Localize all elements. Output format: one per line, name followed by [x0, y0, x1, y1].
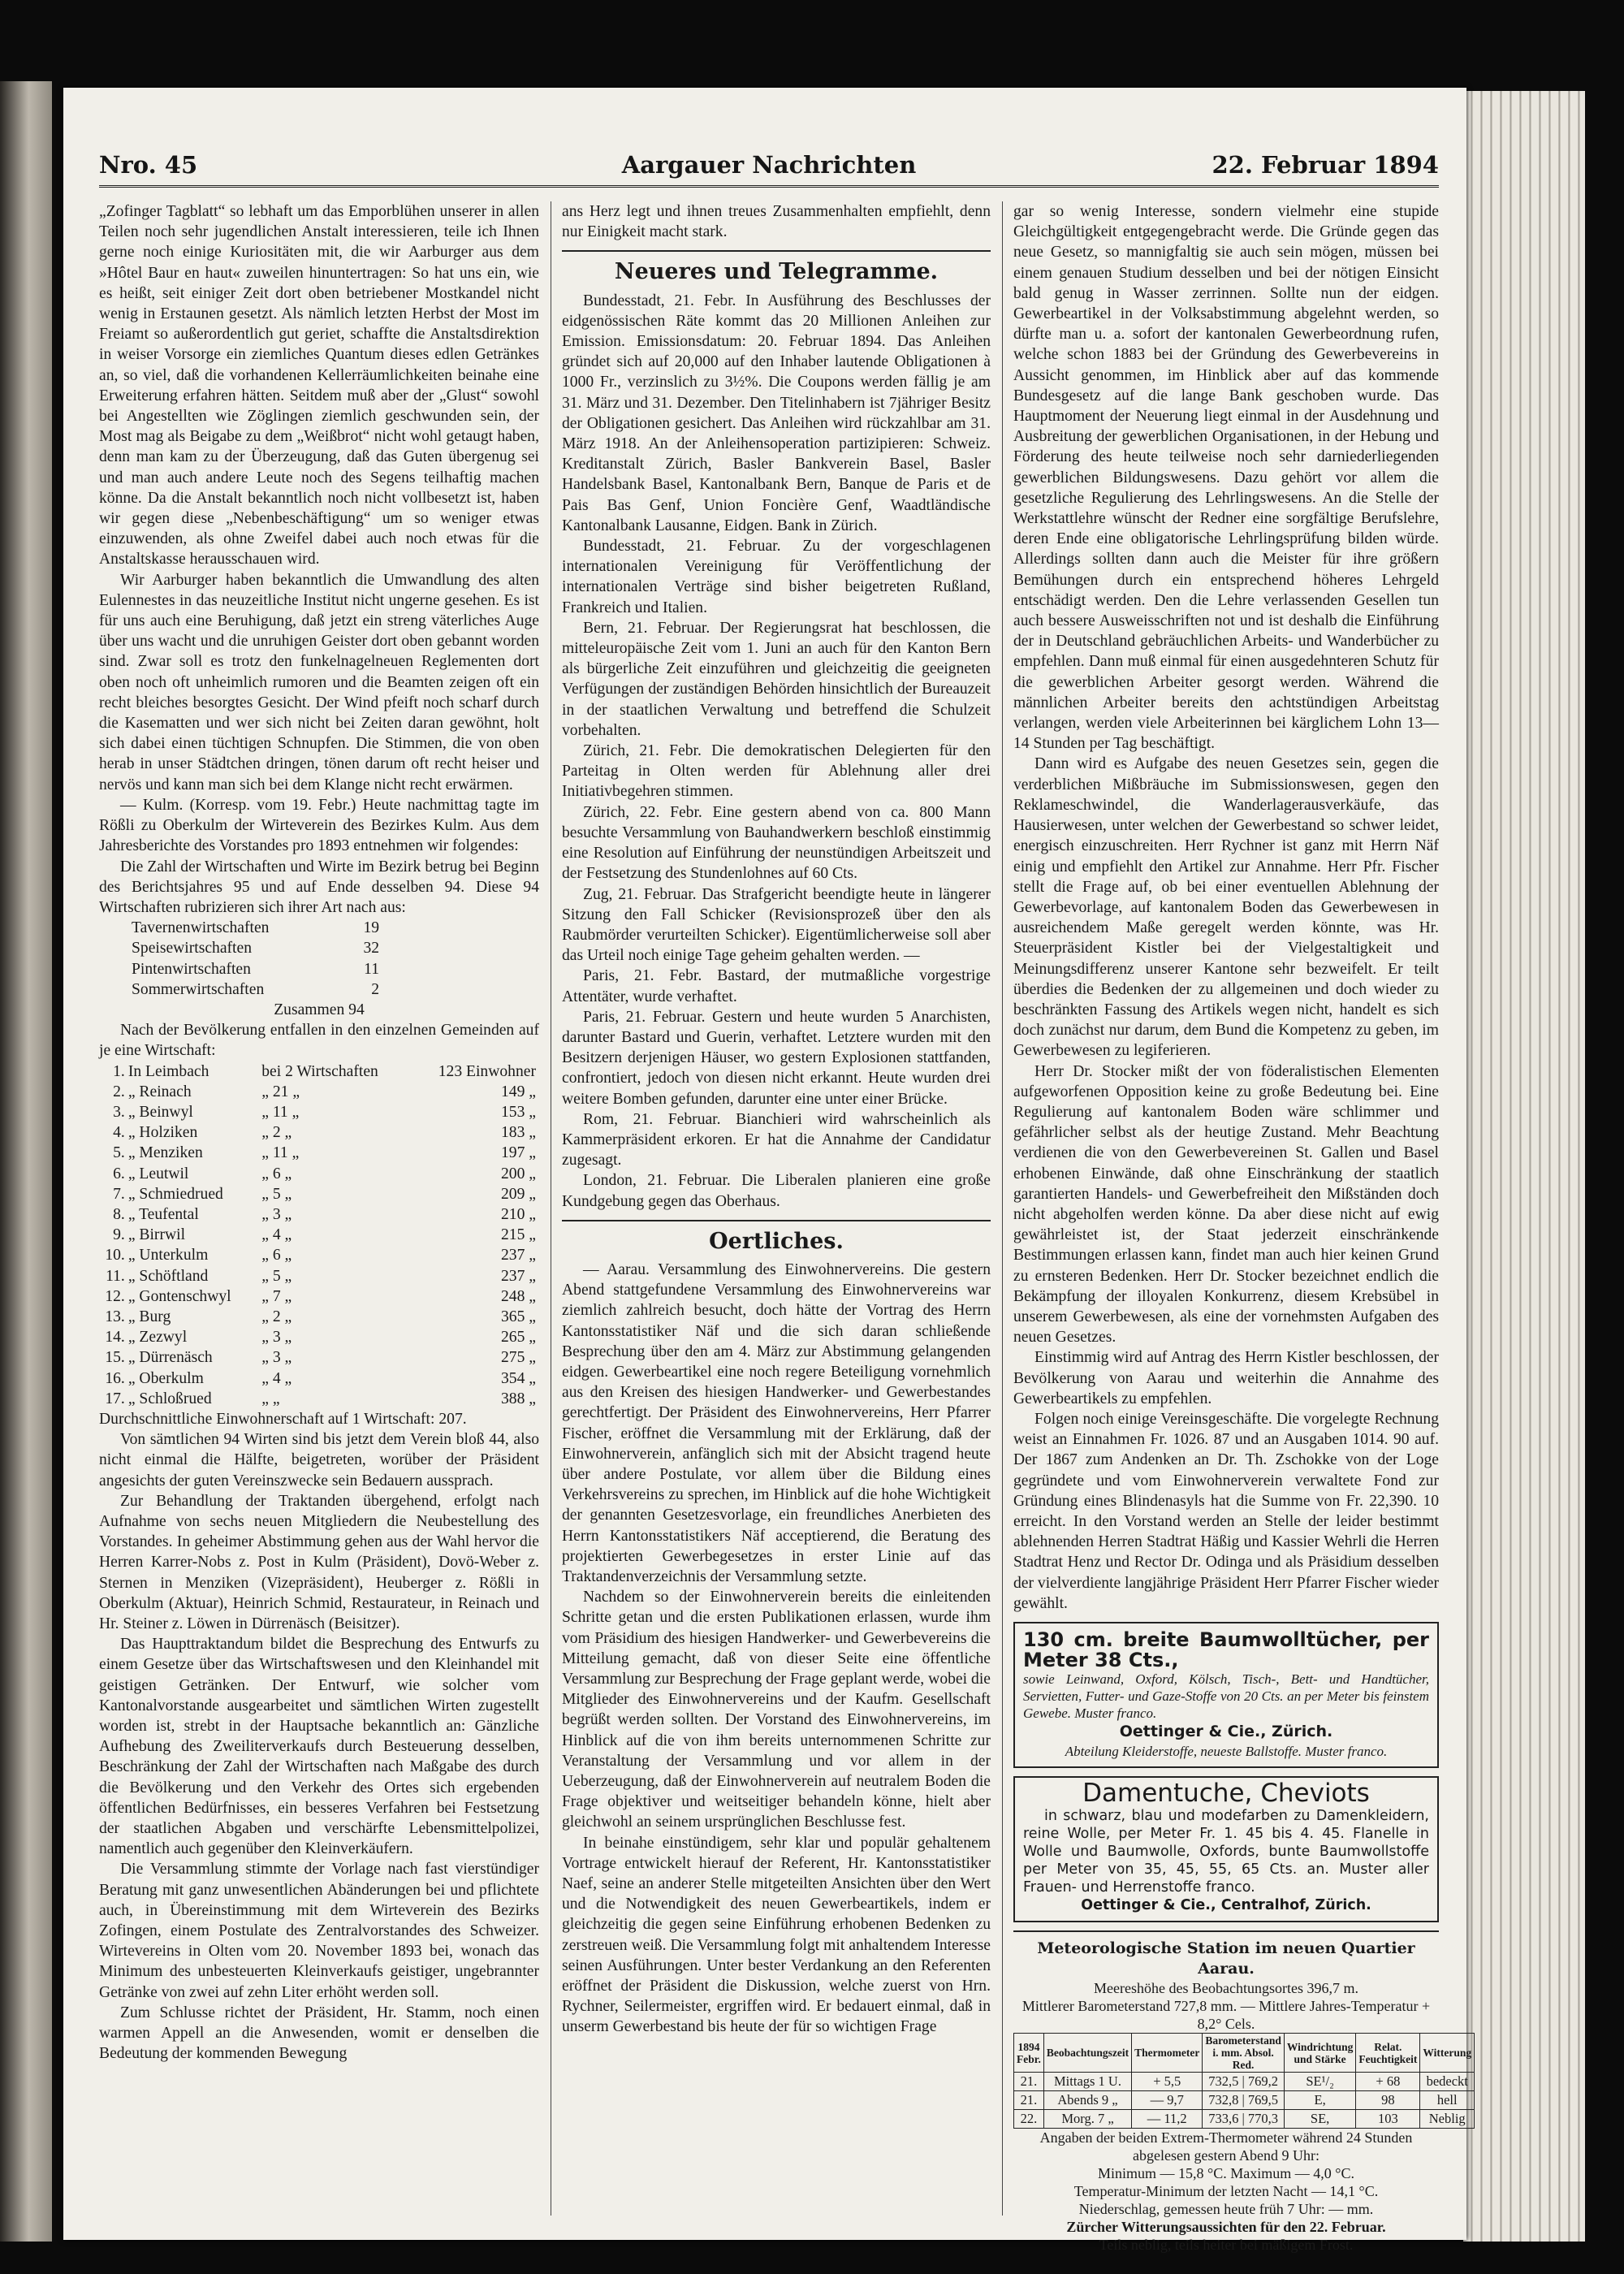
- table-cell-nr: 13.: [105, 1308, 125, 1325]
- section-rule: [562, 250, 991, 252]
- table-cell: 733,6 | 770,3: [1203, 2110, 1285, 2129]
- table-cell: 22.: [1014, 2110, 1044, 2129]
- table-row: [99, 1389, 539, 1409]
- column-header: Windrichtung und Stärke: [1284, 2034, 1356, 2073]
- table-cell-n: „ 3 „: [261, 1349, 292, 1367]
- table-row: [99, 1164, 539, 1184]
- table-cell: bedeckt: [1420, 2073, 1475, 2091]
- paragraph: Einstimmig wird auf Antrag des Herrn Kistler beschlossen, der Bevölkerung von Aarau und weiterhin die Annahme des Gewerbeartikels zu empfehlen.: [1013, 1349, 1439, 1407]
- table-cell-nr: 12.: [105, 1287, 125, 1305]
- table-cell-ew: 388 „: [501, 1390, 536, 1407]
- weather-station-altitude: Meereshöhe des Beobachtungsortes 396,7 m.: [1094, 1980, 1358, 1997]
- type-name: Pintenwirtschaften: [132, 960, 251, 978]
- municipality-table: [99, 1061, 539, 1409]
- table-cell-ew: 123 Einwohner: [438, 1062, 536, 1080]
- paragraph: Zur Behandlung der Traktanden übergehend, erfolgt nach Aufnahme von sechs neuen Mitgliedern die Neubestellung des Vorstandes. In geheimer Abstimmung gehen aus der Wahl hervor die Herren Karrer-Nobs z. Post in Kulm (Präsident), Dovö-Weber z. Sternen in Menziken (Vizepräsident), Heuberger z. Rößli in Oberkulm (Aktuar), Heinrich Schmid, Restaurateur, in Reinach und Hr. Steiner z. Löwen in Dürrenäsch (Beisitzer).: [99, 1492, 539, 1633]
- table-row: [1014, 2073, 1475, 2091]
- table-cell-n: „ 4 „: [261, 1226, 292, 1244]
- newspaper-page: [63, 88, 1472, 2254]
- table-cell-n: „ 2 „: [261, 1308, 292, 1325]
- table-cell-name: „ Schmiedrued: [127, 1185, 223, 1203]
- table-cell-nr: 2.: [113, 1083, 125, 1100]
- table-cell-name: „ Birrwil: [127, 1226, 186, 1244]
- paragraph: Zum Schlusse richtet der Präsident, Hr. Stamm, noch einen warmen Appell an die Anwesenden, womit er denselben die Bedeutung der kommenden Bewegung: [99, 2004, 539, 2063]
- table-cell-nr: 1.: [113, 1062, 125, 1080]
- table-cell-name: „ Zezwyl: [127, 1329, 188, 1347]
- type-count: 2: [371, 980, 380, 998]
- weather-station-title: Meteorologische Station im neuen Quartier Aarau.: [1037, 1939, 1415, 1978]
- table-cell: SE¹/₂: [1284, 2073, 1356, 2091]
- column-header: Barometerstand i. mm. Absol. Red.: [1203, 2034, 1285, 2073]
- table-cell-n: „ 11 „: [261, 1144, 300, 1162]
- ad-text: in schwarz, blau und modefarben zu Damenkleidern, reine Wolle, per Meter Fr. 1. 45 bis 4. 45. Flanelle in Wolle und Baumwolle, Oxfords, bunte Baumwollstoffe per Meter von 35, 45, 55, 65 Cts. an. Muster aller Frauen- und Herrenstoffe franco.: [1023, 1807, 1429, 1896]
- type-name: Tavernenwirtschaften: [132, 919, 270, 937]
- advertisement-baumwolltuecher: [1013, 1622, 1439, 1768]
- table-cell-name: „ Schöftland: [127, 1267, 209, 1285]
- table-cell-name: „ Schloßrued: [127, 1390, 212, 1407]
- paragraph: Nachdem so der Einwohnerverein bereits die einleitenden Schritte getan und die ersten Publikationen erlassen, wurde ihm vom Präsidium des hiesigen Handwerker- und Gewerbevereins die Mitteilung gemacht, daß von dieser Seite eine öffentliche Versammlung zur Besprechung der Frage geplant werde, wobei die Mitglieder des Einwohnervereins und der Kaufm. Gesellschaft begrüßt werden sollten. Der Vorstand des Einwohnervereins, im Hinblick auf die von ihm bereits unternommenen Schritte zur Veranstaltung der Versammlung und vor allem in der Ueberzeugung, daß der Einwohnerverein auf neutralem Boden die Frage objektiver und weitseitiger behandeln könne, hielt aber gleichwohl an seinem ursprünglichen Beschlusse fest.: [562, 1589, 991, 1831]
- table-row: [1014, 2110, 1475, 2129]
- paragraph: Herr Dr. Stocker mißt der von föderalistischen Elementen aufgeworfenen Opposition keine zu große Bedeutung bei. Eine Regulierung auf kantonalem Boden wäre schlimmer und gefährlicher selbst als der heutige Zustand. Mehr Beachtung verdienen die von den Gewerbevereinen St. Gallen und Basel erhobenen Einwände, daß ohne Einschränkung der staatlich garantierten Handels- und Gewerbefreiheit den Mißständen doch nicht abgeholfen werden könne. Da aber diese nicht auf ewig gewährleistet ist, der Staat jederzeit einschränkende Bestimmungen erlassen kann, findet man auch hier keinen Grund zu ernsteren Bedenken. Herr Dr. Stocker bezeichnet endlich die Bekämpfung der illoyalen Konkurrenz, diesem Krebsübel in unserem Gewerbewesen, als eine der vornehmsten Aufgaben des neuen Gesetzes.: [1013, 1062, 1439, 1347]
- table-row: [99, 1266, 539, 1286]
- type-count: 32: [363, 940, 380, 958]
- weather-extremes: Minimum — 15,8 °C. Maximum — 4,0 °C.: [1098, 2165, 1354, 2182]
- table-cell-nr: 5.: [113, 1144, 125, 1162]
- table-cell-ew: 149 „: [501, 1083, 536, 1100]
- table-cell-n: „ 7 „: [261, 1287, 292, 1305]
- column-3: [1013, 201, 1472, 2254]
- news-item: Bundesstadt, 21. Februar. Zu der vorgeschlagenen internationalen Vereinigung für Veröffentlichung der internationalen Verträge sind bisher beigetreten Rußland, Frankreich und Italien.: [562, 538, 991, 616]
- table-cell: SE,: [1284, 2110, 1356, 2129]
- news-item: Paris, 21. Februar. Gestern und heute wurden 5 Anarchisten, darunter Bastard und Guerin, verhaftet. Letztere wurden mit den Besitzern derjenigen Häuser, wo gestern Explosionen stattfanden, confrontiert, jedoch von diesen nicht erkannt. Heute wurden drei weitere Bomben gefunden, darunter eine unter einer Brücke.: [562, 1008, 991, 1108]
- stacked-pages-edge: [1463, 91, 1585, 2242]
- paragraph: ans Herz legt und ihnen treues Zusammenhalten empfiehlt, denn nur Einigkeit macht stark.: [562, 203, 991, 241]
- table-cell: — 11,2: [1132, 2110, 1203, 2129]
- table-cell-nr: 15.: [105, 1349, 125, 1367]
- table-cell: Abends 9 „: [1043, 2091, 1131, 2110]
- table-cell: 21.: [1014, 2073, 1044, 2091]
- column-1: [99, 201, 539, 2216]
- weather-forecast: Teils neblig, teils heiter bei mäßigem Frost.: [1099, 2237, 1354, 2254]
- news-item: Rom, 21. Februar. Bianchieri wird wahrscheinlich als Kammerpräsident erkoren. Er hat die Annahme der Candidatur zugesagt.: [562, 1110, 991, 1169]
- table-cell-ew: 197 „: [501, 1144, 536, 1162]
- table-cell-nr: 3.: [113, 1103, 125, 1121]
- page-header: [99, 149, 1439, 188]
- table-cell-n: „ 6 „: [261, 1165, 292, 1182]
- paragraph: In beinahe einstündigem, sehr klar und populär gehaltenem Vortrage entwickelt hierauf der Referent, Hr. Kantonsstatistiker Naef, seine an anderer Stelle mitgeteilten Ansichten über den Wert und die Notwendigkeit des neuen Gewerbeartikels, indem er gleichzeitig die gegen seine Einführung erhobenen Bedenken zu zerstreuen weiß. Die Versammlung folgt mit anhaltendem Interesse seinen Ausführungen. Unter bester Verdankung an den Referenten eröffnet der Präsident die Diskussion, welche zuerst von Hrn. Rychner, Seilermeister, ergriffen wird. Er bedauert einmal, daß in unserm Gewerbestand bis heute der für so wichtigen Frage: [562, 1834, 991, 2036]
- table-cell-name: „ Burg: [127, 1308, 171, 1325]
- paragraph: Von sämtlichen 94 Wirten sind bis jetzt dem Verein bloß 44, also nicht einmal die Hälfte, beigetreten, worüber der Präsident angesichts der guten Vereinszwecke sein Bedauern aussprach.: [99, 1431, 539, 1489]
- table-cell-nr: 11.: [106, 1267, 125, 1285]
- news-item: London, 21. Februar. Die Liberalen planieren eine große Kundgebung gegen das Oberhaus.: [562, 1172, 991, 1210]
- table-cell-name: „ Oberkulm: [127, 1369, 204, 1387]
- table-row: [99, 1347, 539, 1368]
- total-line: Zusammen 94: [274, 1001, 365, 1018]
- table-cell: Neblig: [1420, 2110, 1475, 2129]
- type-name: Sommerwirtschaften: [132, 980, 265, 998]
- weather-precipitation: Niederschlag, gemessen heute früh 7 Uhr: — mm.: [1078, 2201, 1374, 2218]
- table-row: [99, 1204, 539, 1225]
- table-cell-name: „ Menziken: [127, 1144, 203, 1162]
- table-cell-name: In Leimbach: [127, 1062, 209, 1080]
- table-cell-n: „ 5 „: [261, 1185, 292, 1203]
- table-cell: Morg. 7 „: [1043, 2110, 1131, 2129]
- paragraph: Nach der Bevölkerung entfallen in den einzelnen Gemeinden auf je eine Wirtschaft:: [99, 1022, 539, 1060]
- weather-table: [1013, 2033, 1475, 2129]
- table-cell-name: „ Unterkulm: [127, 1247, 209, 1265]
- news-item: Bundesstadt, 21. Febr. In Ausführung des Beschlusses der eidgenössischen Räte kommt das 20 Millionen Anleihen zur Emission. Emissionsdatum: 20. Februar 1894. Das Anleihen gründet sich auf 20,000 auf den Inhaber lautende Obligationen à 1000 Fr., verzinslich zu 3½%. Die Coupons werden fällig je am 31. März und 31. Dezember. Den Titelinhabern ist 7jähriger Besitz der Obligationen gesichert. Das Anleihen wird rückzahlbar am 31. März 1918. An der Anleihensoperation partizipieren: Schweiz. Kreditanstalt Zürich, Basler Bankverein Basel, Basler Handelsbank Basel, Kantonalbank Bern, Banque de Paris et de Pais Bas Genf, Union Foncière Genf, Waadtländische Kantonalbank Lausanne, Eidgen. Bank in Zürich.: [562, 292, 991, 534]
- table-cell: hell: [1420, 2091, 1475, 2110]
- table-cell-n: „ 21 „: [261, 1083, 300, 1100]
- table-cell-ew: 210 „: [501, 1205, 536, 1223]
- table-cell-nr: 14.: [105, 1329, 125, 1347]
- paragraph: gar so wenig Interesse, sondern vielmehr eine stupide Gleichgültigkeit entgegengebracht werde. Die Gründe gegen das neue Gesetz, so mannigfaltig sie auch sein mögen, müssen bei einem genauen Studium desselben und bei der nötigen Einsicht bald genug in Wasser zerrinnen. Sollte nun der eidgen. Gewerbeartikel in der Volksabstimmung abgelehnt werden, so dürfte man u. a. sofort der kantonalen Gewerbeordnung rufen, welche schon 1883 bei der Gründung des Gewerbevereins in Aussicht genommen, im Hinblick aber auf das kommende Bundesgesetz auf die lange Bank geschoben wurde. Das Hauptmoment der Neuerung liegt einmal in der Ausdehnung und Ausbreitung der gewerblichen Organisationen, in der Hebung und Förderung des heute teilweise noch sehr darniederliegenden gewerblichen Bildungswesens. Dazu gehört vor allem die gesetzliche Regulierung des Lehrlingswesens. An die Stelle der Werkstattlehre wünscht der Redner eine sorgfältige Berufslehre, deren Ende eine obligatorische Lehrlingsprüfung bilden würde. Allerdings sollten dann auch die Meister für ihre größern Bemühungen durch ein entsprechend höheres Lehrgeld entschädigt werden. Den die Lehre verlassenden Gesellen tun auch bessere Ausweisschriften not und ist deshalb die Einführung der in Deutschland gebräuchlichen Arbeits- und Wanderbücher zu empfehlen. Dann muß einmal für einen ausgedehnteren Schutz für die gewerblichen Arbeiter gesorgt werden. Während die männlichen Arbeiter bereits den achtstündigen Arbeitstag verlangen, werden viele Arbeiterinnen bei kärglichem Lohn 13—14 Stunden per Tag beschäftigt.: [1013, 203, 1439, 753]
- table-cell-nr: 4.: [113, 1124, 125, 1142]
- table-cell-ew: 265 „: [501, 1329, 536, 1347]
- section-heading-local: Oertliches.: [709, 1228, 844, 1254]
- table-cell-name: „ Reinach: [127, 1083, 192, 1100]
- table-cell: 21.: [1014, 2091, 1044, 2110]
- table-cell-nr: 8.: [113, 1205, 125, 1223]
- table-cell-nr: 7.: [113, 1185, 125, 1203]
- table-cell-n: bei 2 Wirtschaften: [261, 1062, 378, 1080]
- weather-note: Angaben der beiden Extrem-Thermometer während 24 Stunden abgelesen gestern Abend 9 Uhr:: [1039, 2129, 1413, 2164]
- table-cell-n: „ „: [261, 1390, 280, 1407]
- table-cell-ew: 365 „: [501, 1308, 536, 1325]
- paragraph: — Kulm. (Korresp. vom 19. Febr.) Heute nachmittag tagte im Rößli zu Oberkulm der Wirteverein des Bezirkes Kulm. Aus dem Jahresberichte des Vorstandes pro 1893 entnehmen wir folgendes:: [99, 796, 539, 855]
- table-cell-ew: 237 „: [501, 1247, 536, 1265]
- weather-night-minimum: Temperatur-Minimum der letzten Nacht — 14,1 °C.: [1073, 2183, 1379, 2200]
- advertisement-damentuche: [1013, 1776, 1439, 1922]
- table-cell-n: „ 6 „: [261, 1247, 292, 1265]
- table-cell-nr: 16.: [105, 1369, 125, 1387]
- table-cell-n: „ 3 „: [261, 1329, 292, 1347]
- issue-number: Nro. 45: [99, 151, 198, 179]
- tavern-type-table: [132, 918, 384, 1000]
- table-cell: 732,5 | 769,2: [1203, 2073, 1285, 2091]
- type-count: 19: [363, 919, 380, 937]
- weather-station-averages: Mittlerer Barometerstand 727,8 mm. — Mittlere Jahres-Temperatur + 8,2° Cels.: [1021, 1998, 1431, 2033]
- table-row: [99, 1307, 539, 1327]
- news-item: Zug, 21. Februar. Das Strafgericht beendigte heute in längerer Sitzung den Fall Schicker (Revisionsprozeß über den als Raubmörder verurteilten Schicker). Eigentümlicherweise soll aber das Urteil noch einige Tage geheim gehalten werden. —: [562, 885, 991, 965]
- table-cell-ew: 183 „: [501, 1124, 536, 1142]
- ad-headline: Damentuche, Cheviots: [1082, 1778, 1370, 1808]
- left-page-edge: [0, 81, 52, 2242]
- column-2: [562, 201, 991, 2216]
- table-cell-name: „ Gontenschwyl: [127, 1287, 231, 1305]
- column-header: 1894 Febr.: [1014, 2034, 1044, 2073]
- table-row: [99, 1082, 539, 1102]
- table-cell-ew: 215 „: [501, 1226, 536, 1244]
- table-cell-name: „ Beinwyl: [127, 1103, 193, 1121]
- paragraph: Folgen noch einige Vereinsgeschäfte. Die vorgelegte Rechnung weist an Einnahmen Fr. 1026. 87 und an Ausgaben 1014. 90 auf. Der 1867 zum Andenken an Dr. Th. Zschokke von der Loge gegründete und vom Einwohnerverein verwaltete Fond zur Gründung eines Blindenasyls hat die Summe von Fr. 22,390. 10 erreicht. In den Vorstand werden an Stelle der leider bestimmt ablehnenden Herren Stadtrat Häßig und Kassier Wehrli die Herren Stadtrat Henz und Rector Dr. Odinga und als Präsidium desselben der vielverdiente langjährige Präsident Herr Pfarrer Fischer wieder gewählt.: [1013, 1410, 1439, 1612]
- news-item: Zürich, 21. Febr. Die demokratischen Delegierten für den Parteitag in Olten werden für Ablehnung aller drei Initiativbegehren stimmen.: [562, 742, 991, 801]
- ad-footer: Abteilung Kleiderstoffe, neueste Ballstoffe. Muster franco.: [1065, 1743, 1388, 1759]
- table-cell-name: „ Leutwil: [127, 1165, 189, 1182]
- news-item: Zürich, 22. Febr. Eine gestern abend von ca. 800 Mann besuchte Versammlung von Bauhandwerkern beschloß einstimmig eine Resolution auf Einführung der neunstündigen Arbeitszeit und der Festsetzung des Stundenlohnes auf 60 Cts.: [562, 803, 991, 883]
- column-header: Relat. Feuchtigkeit: [1356, 2034, 1420, 2073]
- table-row: [99, 1061, 539, 1082]
- table-cell: Mittags 1 U.: [1043, 2073, 1131, 2091]
- table-cell-name: „ Dürrenäsch: [127, 1349, 213, 1367]
- type-name: Speisewirtschaften: [132, 940, 252, 958]
- average-line: Durchschnittliche Einwohnerschaft auf 1 Wirtschaft: 207.: [99, 1410, 467, 1428]
- paragraph: „Zofinger Tagblatt“ so lebhaft um das Emporblühen unserer in allen Teilen noch sehr jugendlichen Anstalt interessieren, teile ich Ihnen gerne noch einige Kuriositäten mit, die wir Aarburger aus dem »Hôtel Baur en haut« zuweilen hinuntertragen: So hat uns ein, wie es heißt, seit einiger Zeit dort oben betriebener Mostkandel nicht wenig in Erstaunen gesetzt. Als nämlich letzten Herbst der Most im Freiamt so außerordentlich gut geriet, schaffte die Anstaltsdirektion in weiser Vorsorge ein ziemliches Quantum dieses edlen Getränkes an, so viel, daß die vorhandenen Kellerräumlichkeiten beinahe eine Erweiterung erfahren hätten. Seitdem muß aber der „Glust“ sowohl bei Angestellten wie Zöglingen ziemlich geschwunden sein, der Most mag als Beigabe zu dem „Weißbrot“ nicht wohl getaugt haben, denn man kam zu der Überzeugung, daß das Guten übergenug sei und man auch andere Leute noch des Segens teilhaftig machen könne. Da die Anstalt bekanntlich noch nicht vollbesetzt ist, haben wir gegen diese „Nebenbeschäftigung“ um so weniger etwas einzuwenden, als ohne Zweifel dabei auch noch etwas für die Anstaltskasse herausschauen wird.: [99, 203, 539, 568]
- table-row: [1014, 2091, 1475, 2110]
- paragraph: Wir Aarburger haben bekanntlich die Umwandlung des alten Eulennestes in das neuzeitliche Institut nicht ungerne gesehen. Es ist für uns auch eine Beruhigung, daß jetzt ein streng väterliches Auge über uns wacht und die unruhigen Geister dort oben gebannt worden sind. Zwar soll es trotz den funkelnagelneuen Reglementen dort oben noch oft unheimlich rumoren und die Beamten zeigen oft ein recht bleiches besorgtes Gesicht. Der Wind pfeift noch scharf durch die Kasematten und wer sich nicht bei Zeiten daran gewöhnt, holt sich dabei einen tüchtigen Schnupfen. Die Stimmen, die von oben herab in unser Städtchen dringen, tönen darum oft recht heiser und nervös und kann man sich bei dem Klange nicht recht erwärmen.: [99, 571, 539, 793]
- table-cell-ew: 153 „: [501, 1103, 536, 1121]
- table-row: [99, 1327, 539, 1347]
- table-cell-nr: 10.: [105, 1247, 125, 1265]
- table-cell-nr: 9.: [113, 1226, 125, 1244]
- table-cell-n: „ 3 „: [261, 1205, 292, 1223]
- table-row: [99, 1184, 539, 1204]
- table-cell-ew: 248 „: [501, 1287, 536, 1305]
- table-cell-n: „ 4 „: [261, 1369, 292, 1387]
- table-cell-name: „ Holziken: [127, 1124, 198, 1142]
- table-cell-n: „ 2 „: [261, 1124, 292, 1142]
- table-cell-ew: 209 „: [501, 1185, 536, 1203]
- table-row: [99, 1245, 539, 1265]
- table-row: [99, 1143, 539, 1163]
- table-row: [99, 1286, 539, 1307]
- table-cell: 103: [1356, 2110, 1420, 2129]
- news-item: Paris, 21. Febr. Bastard, der mutmaßliche vorgestrige Attentäter, wurde verhaftet.: [562, 967, 991, 1005]
- column-rule: [1002, 201, 1003, 2216]
- table-header-row: [1014, 2034, 1475, 2073]
- type-count: 11: [364, 960, 380, 978]
- issue-date: 22. Februar 1894: [1212, 151, 1439, 179]
- table-row: [99, 1225, 539, 1245]
- table-cell-nr: 17.: [105, 1390, 125, 1407]
- table-row: [99, 1368, 539, 1389]
- ad-firm: Oettinger & Cie., Zürich.: [1119, 1723, 1333, 1741]
- table-cell-ew: 237 „: [501, 1267, 536, 1285]
- column-header: Beobachtungszeit: [1043, 2034, 1131, 2073]
- table-cell: E,: [1284, 2091, 1356, 2110]
- column-header: Thermometer: [1132, 2034, 1203, 2073]
- section-rule: [562, 1220, 991, 1221]
- table-cell: 732,8 | 769,5: [1203, 2091, 1285, 2110]
- ad-text: sowie Leinwand, Oxford, Kölsch, Tisch-, Bett- und Handtücher, Servietten, Futter- und Gaze-Stoffe von 20 Cts. an per Meter bis feinstem Gewebe. Muster franco.: [1023, 1671, 1429, 1722]
- section-rule: [1013, 1930, 1439, 1932]
- table-cell: + 68: [1356, 2073, 1420, 2091]
- paragraph: Dann wird es Aufgabe des neuen Gesetzes sein, gegen die verderblichen Mißbräuche im Submissionswesen, gegen den Reklameschwindel, die Wanderlagerausverkäufe, das Hausierwesen, unter welchen der Gewerbestand so schwer leidet, energisch einzuschreiten. Herr Rychner ist ganz mit Herrn Näf einig und empfiehlt den Artikel zur Annahme. Herr Pfr. Fischer stellt die Frage auf, ob bei einer eventuellen Ablehnung der Gewerbevorlage, auf kantonalem Boden das Gewerbewesen in ausreichendem Maße geregelt werden könnte, was Hr. Steuerpräsident Kistler bei der Vielgestaltigkeit und Meinungsdifferenz unserer Kantone sehr bezweifelt. Er teilt überdies die Bedenken der zu allgemeinen und doch wieder zu beschränkten Fassung des Artikels wegen nicht, handelt es sich doch zunächst nur darum, dem Bund die Kompetenz zu geben, im Gewerbewesen zu legiferieren.: [1013, 755, 1439, 1060]
- table-cell-n: „ 5 „: [261, 1267, 292, 1285]
- table-row: [99, 1102, 539, 1122]
- paragraph: Das Haupttraktandum bildet die Besprechung des Entwurfs zu einem Gesetze über das Wirtschaftswesen und den Kleinhandel mit geistigen Getränken. Der Entwurf, wie solcher vom Kantonalvorstande ausgearbeitet und sämtlichen Wirten zugestellt worden ist, strebt in der Hauptsache bekanntlich an: Gänzliche Aufhebung des Zweiliterverkaufs durch Besteuerung desselben, Beschränkung der Zahl der Wirtschaften nach Maßgabe des durch die Bevölkerung und den Verkehr des Ortes sich ergebenden öffentlichen Bedürfnisses, ein besseres Verfahren bei Festsetzung der staatlichen Abgaben und verschärfte Lebensmittelpolizei, namentlich auch gegenüber den Kleinverkäufern.: [99, 1636, 539, 1858]
- news-item: Bern, 21. Februar. Der Regierungsrat hat beschlossen, die mitteleuropäische Zeit vom 1. Juni an auch für den Kanton Bern als bürgerliche Zeit einzuführen und gleichzeitig die geeigneten Verfügungen der zuständigen Behörden hinsichtlich der Bureauzeit in der staatlichen Verwaltung und betreffend die Schulzeit vorbehalten.: [562, 619, 991, 739]
- table-cell-nr: 6.: [113, 1165, 125, 1182]
- ad-headline: 130 cm. breite Baumwolltücher, per Meter 38 Cts.,: [1023, 1628, 1429, 1672]
- ad-firm: Oettinger & Cie., Centralhof, Zürich.: [1081, 1896, 1371, 1913]
- paragraph: — Aarau. Versammlung des Einwohnervereins. Die gestern Abend stattgefundene Versammlung des Einwohnervereins war ziemlich zahlreich besucht, doch hätte der Vortrag des Herrn Kantonsstatistiker Näf und die sich daran schließende Besprechung über den am 4. März zur Abstimmung gelangenden eidgen. Gewerbeartikel eine noch regere Beteiligung vornehmlich aus den Kreisen des hiesigen Handwerker- und Gewerbestandes gerechtfertigt. Der Präsident des Einwohnervereins, Herr Pfarrer Fischer, eröffnet die Versammlung mit der Erklärung, daß der Einwohnerverein, anfänglich sich mit der Absicht tragend heute über andere Postulate, vor allem über die Bildung eines Verkehrsvereins zu sprechen, im Hinblick auf die hohe Wichtigkeit der genannten Gesetzesvorlage, ein freundliches Anerbieten des Herrn Kantonsstatistikers Näf acceptierend, die Beratung des projektierten Gewerbegesetzes in erster Linie auf das Traktandenverzeichnis der Versammlung setzte.: [562, 1260, 991, 1585]
- newspaper-title: Aargauer Nachrichten: [621, 151, 917, 179]
- weather-forecast-title: Zürcher Witterungsaussichten für den 22. Februar.: [1066, 2219, 1386, 2236]
- table-cell-ew: 275 „: [501, 1349, 536, 1367]
- paragraph: Die Versammlung stimmte der Vorlage nach fast vierstündiger Beratung mit ganz unwesentlichen Abänderungen bei und pflichtete auch, in Übereinstimmung mit dem Wirteverein des Bezirks Zofingen, einem Postulate des Zentralvorstandes des Schweizer. Wirtevereins in Olten vom 20. November 1893 bei, wonach das Minimum des unbesteuerten Kleinverkaufs geistiger, ungebrannter Getränke von zwei auf zehn Liter erhöht werden soll.: [99, 1861, 539, 2001]
- table-cell: + 5,5: [1132, 2073, 1203, 2091]
- table-cell: 98: [1356, 2091, 1420, 2110]
- table-cell: — 9,7: [1132, 2091, 1203, 2110]
- table-cell-n: „ 11 „: [261, 1103, 300, 1121]
- table-cell-ew: 354 „: [501, 1369, 536, 1387]
- table-row: [99, 1122, 539, 1143]
- section-heading-news: Neueres und Telegramme.: [614, 259, 939, 285]
- table-cell-name: „ Teufental: [127, 1205, 199, 1223]
- paragraph: Die Zahl der Wirtschaften und Wirte im Bezirk betrug bei Beginn des Berichtsjahres 95 und auf Ende desselben 94. Diese 94 Wirtschaften rubrizieren sich ihrer Art nach aus:: [99, 858, 539, 916]
- column-header: Witterung: [1420, 2034, 1475, 2073]
- table-cell-ew: 200 „: [501, 1165, 536, 1182]
